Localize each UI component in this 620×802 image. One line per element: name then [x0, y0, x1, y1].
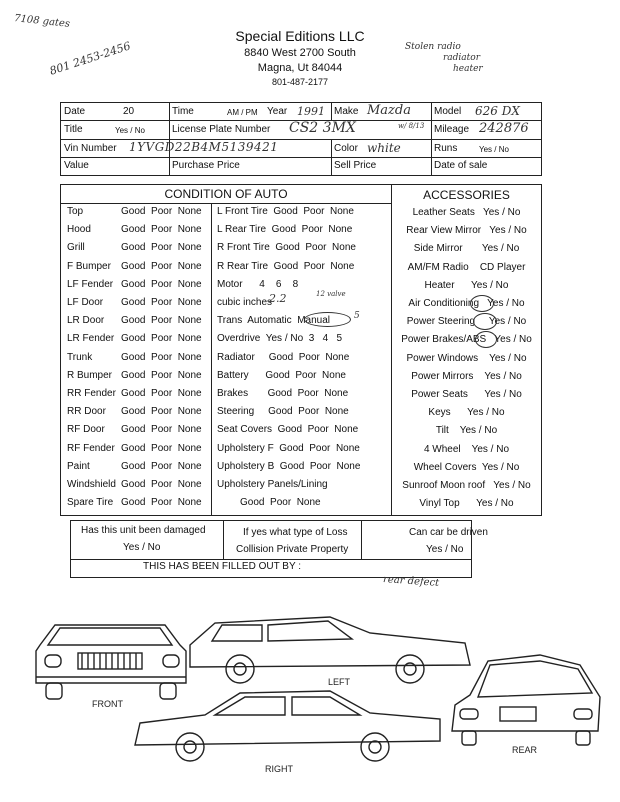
- car-damage-diagram: [0, 585, 620, 802]
- company-address-line1: 8840 West 2700 South: [244, 47, 356, 59]
- accessory-row: [392, 421, 541, 439]
- condition-rating-options: Good Poor None: [121, 369, 202, 381]
- condition-row: [61, 312, 211, 330]
- accessory-label: Power Brakes/ABS Yes / No: [401, 334, 532, 346]
- condition-part-label: Trunk: [67, 351, 93, 363]
- company-header: [200, 28, 400, 87]
- condition-rating-options: Good Poor None: [121, 497, 202, 509]
- damaged-question: Has this unit been damaged: [81, 525, 206, 536]
- mileage-value: 242876: [479, 121, 529, 136]
- condition-mid-row: [212, 312, 391, 330]
- condition-rating-options: Good Poor None: [121, 224, 202, 236]
- accessory-row: [392, 440, 541, 458]
- condition-mid-row: [212, 403, 391, 421]
- am-pm: AM / PM: [227, 108, 258, 117]
- model-label: Model: [434, 106, 462, 117]
- condition-mid-column: [212, 203, 391, 515]
- driven-yes-no: Yes / No: [426, 544, 464, 555]
- condition-rating-options: Good Poor None: [121, 297, 202, 308]
- note-line: heater: [453, 64, 483, 74]
- rear-label: REAR: [512, 745, 538, 755]
- condition-row: [61, 494, 211, 512]
- condition-part-label: F Bumper: [67, 260, 111, 272]
- accessory-label: Tilt Yes / No: [435, 425, 498, 437]
- condition-row: [61, 330, 211, 348]
- accessory-label: Power Seats Yes / No: [411, 389, 522, 400]
- manual-selection-circle: [304, 312, 351, 327]
- runs-label: Runs: [434, 143, 458, 154]
- vin-label: Vin Number: [64, 143, 117, 154]
- rear-view-car: [452, 655, 600, 745]
- condition-row: [61, 276, 211, 294]
- condition-mid-label: Upholstery F Good Poor None: [217, 442, 360, 454]
- condition-part-label: LF Fender: [67, 278, 114, 290]
- condition-part-label: Top: [67, 206, 84, 217]
- condition-rating-options: Good Poor None: [121, 388, 202, 399]
- front-view-car: [36, 625, 186, 699]
- ac-yes-circle: [470, 295, 494, 312]
- condition-mid-label: Steering Good Poor None: [217, 406, 349, 418]
- damaged-yes-no: Yes / No: [123, 542, 161, 553]
- condition-mid-row: [212, 349, 391, 367]
- front-label: FRONT: [92, 699, 123, 709]
- condition-rating-options: Good Poor None: [121, 278, 202, 290]
- condition-rating-options: Good Poor None: [121, 460, 202, 472]
- date-value: 20: [123, 106, 135, 117]
- accessory-label: Air Conditioning Yes / No: [408, 298, 525, 309]
- accessory-row: [392, 203, 541, 221]
- handwritten-notes-right: [405, 42, 483, 75]
- color-label: Color: [334, 143, 358, 154]
- condition-part-label: Hood: [67, 224, 91, 236]
- condition-rating-options: Good Poor None: [121, 206, 202, 217]
- accessory-label: AM/FM Radio CD Player: [407, 261, 526, 273]
- accessory-row: [392, 276, 541, 294]
- condition-mid-row: [212, 385, 391, 403]
- accessory-label: Side Mirror Yes / No: [413, 243, 520, 255]
- plate-note: w/ 8/13: [398, 122, 425, 130]
- condition-part-label: RF Fender: [67, 442, 115, 454]
- condition-mid-row: [212, 276, 391, 294]
- condition-mid-label: Seat Covers Good Poor None: [217, 424, 359, 436]
- condition-part-label: Spare Tire: [67, 497, 114, 509]
- condition-row: [61, 258, 211, 276]
- company-phone: 801-487-2177: [271, 77, 329, 87]
- accessory-row: [392, 258, 541, 276]
- condition-mid-label: Brakes Good Poor None: [217, 388, 349, 399]
- condition-row: [61, 367, 211, 385]
- condition-rating-options: Good Poor None: [121, 315, 202, 327]
- accessory-row: [392, 403, 541, 421]
- condition-part-label: LF Door: [67, 297, 104, 308]
- condition-rating-options: Good Poor None: [121, 260, 202, 272]
- condition-row: [61, 239, 211, 257]
- company-name: Special Editions LLC: [235, 28, 365, 44]
- condition-mid-row: [212, 294, 391, 312]
- condition-part-label: RR Fender: [67, 388, 116, 399]
- condition-part-label: Grill: [67, 242, 85, 254]
- power-steering-yes-circle: [473, 313, 497, 330]
- condition-part-label: R Bumper: [67, 369, 113, 381]
- condition-rating-options: Good Poor None: [121, 351, 202, 363]
- condition-rating-options: Good Poor None: [121, 242, 202, 254]
- accessory-label: 4 Wheel Yes / No: [423, 443, 510, 455]
- condition-mid-row: [212, 258, 391, 276]
- accessory-row: [392, 458, 541, 476]
- plate-label: License Plate Number: [172, 124, 271, 135]
- condition-mid-label: R Rear Tire Good Poor None: [217, 260, 355, 272]
- accessory-row: [392, 349, 541, 367]
- left-label: LEFT: [328, 677, 351, 687]
- accessory-label: Power Steering Yes / No: [406, 316, 527, 328]
- condition-rating-options: Good Poor None: [121, 406, 202, 418]
- manual-note: 5: [354, 311, 360, 321]
- condition-part-label: Paint: [67, 460, 90, 472]
- accessory-label: Leather Seats Yes / No: [412, 207, 521, 218]
- loss-type-options: Collision Private Property: [236, 544, 349, 555]
- accessory-row: [392, 312, 541, 330]
- filled-out-by: THIS HAS BEEN FILLED OUT BY :: [143, 561, 302, 572]
- accessory-label: Power Mirrors Yes / No: [411, 370, 522, 382]
- accessory-row: [392, 330, 541, 348]
- accessories-column: [392, 203, 541, 515]
- condition-left-column: [61, 203, 211, 515]
- accessory-row: [392, 367, 541, 385]
- condition-mid-label: L Rear Tire Good Poor None: [217, 224, 353, 236]
- purchase-price-label: Purchase Price: [172, 160, 240, 171]
- condition-row: [61, 203, 211, 221]
- condition-mid-row: [212, 440, 391, 458]
- condition-mid-label: Motor 4 6 8: [217, 278, 299, 290]
- condition-mid-row: [212, 330, 391, 348]
- condition-part-label: LR Door: [67, 315, 105, 327]
- condition-part-label: Windshield: [67, 479, 116, 490]
- condition-mid-row: [212, 239, 391, 257]
- condition-row: [61, 440, 211, 458]
- condition-mid-row: [212, 421, 391, 439]
- cubic-inches-note: 12 valve: [316, 290, 346, 298]
- condition-part-label: RR Door: [67, 406, 106, 418]
- cubic-inches-value: 2.2: [269, 292, 287, 305]
- condition-row: [61, 294, 211, 312]
- accessory-label: Heater Yes / No: [424, 279, 509, 291]
- condition-rating-options: Good Poor None: [121, 479, 202, 490]
- condition-title: CONDITION OF AUTO: [164, 187, 288, 201]
- condition-rating-options: Good Poor None: [121, 442, 202, 454]
- condition-rating-options: Good Poor None: [121, 424, 202, 436]
- make-label: Make: [334, 106, 359, 117]
- condition-mid-row: [212, 367, 391, 385]
- plate-value: CS2 3MX: [289, 120, 356, 136]
- mileage-label: Mileage: [434, 124, 470, 135]
- year-value: 1991: [297, 105, 325, 118]
- condition-row: [61, 458, 211, 476]
- accessories-title: ACCESSORIES: [423, 188, 510, 202]
- make-value: Mazda: [367, 103, 411, 118]
- condition-mid-row: [212, 203, 391, 221]
- date-of-sale-label: Date of sale: [434, 160, 488, 171]
- title-label: Title: [64, 124, 83, 135]
- note-line: Stolen radio: [405, 42, 461, 52]
- date-label: Date: [64, 106, 86, 117]
- note-line: radiator: [443, 53, 481, 63]
- condition-rating-options: Good Poor None: [121, 333, 202, 345]
- loss-type-question: If yes what type of Loss: [243, 527, 348, 538]
- right-label: RIGHT: [265, 764, 293, 774]
- accessory-label: Rear View Mirror Yes / No: [406, 225, 527, 237]
- condition-row: [61, 476, 211, 494]
- accessory-label: Keys Yes / No: [428, 407, 505, 419]
- accessory-row: [392, 476, 541, 494]
- condition-mid-label: Upholstery B Good Poor None: [217, 460, 361, 472]
- accessory-label: Sunroof Moon roof Yes / No: [402, 480, 531, 491]
- condition-mid-label: Radiator Good Poor None: [217, 351, 350, 363]
- condition-part-label: LR Fender: [67, 333, 115, 345]
- condition-mid-row: [212, 458, 391, 476]
- handwritten-phone: 801 2453-2456: [48, 39, 133, 78]
- condition-mid-label: L Front Tire Good Poor None: [217, 206, 354, 217]
- power-brakes-yes-circle: [475, 331, 497, 348]
- vin-value: 1YVGD22B4M5139421: [129, 140, 279, 154]
- driven-question: Can car be driven: [409, 527, 488, 538]
- company-address-line2: Magna, Ut 84044: [257, 62, 343, 74]
- condition-row: [61, 403, 211, 421]
- condition-row: [61, 221, 211, 239]
- accessory-label: Power Windows Yes / No: [406, 352, 527, 364]
- left-view-car: [190, 617, 470, 683]
- condition-mid-row: [212, 476, 391, 494]
- right-view-car: [135, 691, 440, 761]
- accessory-row: [392, 294, 541, 312]
- condition-mid-label: cubic inches: [217, 297, 273, 308]
- condition-mid-label: R Front Tire Good Poor None: [217, 242, 356, 254]
- rear-defect-note: rear defect: [382, 574, 440, 589]
- accessory-row: [392, 494, 541, 512]
- condition-mid-label: Upholstery Panels/Lining: [217, 479, 328, 490]
- condition-mid-label: Battery Good Poor None: [217, 369, 346, 381]
- accessory-row: [392, 221, 541, 239]
- damage-table: [70, 520, 488, 578]
- title-yes-no: Yes / No: [115, 126, 145, 135]
- condition-table: [60, 184, 542, 516]
- time-label: Time: [172, 106, 194, 117]
- accessory-label: Wheel Covers Yes / No: [413, 461, 520, 473]
- accessory-label: Vinyl Top Yes / No: [419, 498, 514, 510]
- accessory-row: [392, 239, 541, 257]
- accessory-row: [392, 385, 541, 403]
- year-label: Year: [267, 106, 288, 117]
- condition-row: [61, 385, 211, 403]
- condition-mid-row: [212, 221, 391, 239]
- condition-part-label: RF Door: [67, 424, 105, 436]
- condition-mid-label: Good Poor None: [240, 497, 321, 509]
- color-value: white: [367, 141, 401, 155]
- condition-row: [61, 349, 211, 367]
- handwritten-note-gates: 7108 gates: [13, 13, 71, 30]
- runs-yes-no: Yes / No: [479, 145, 509, 154]
- condition-row: [61, 421, 211, 439]
- vehicle-info-table: [60, 102, 542, 176]
- value-label: Value: [64, 160, 89, 171]
- sell-price-label: Sell Price: [334, 160, 377, 171]
- model-value: 626 DX: [475, 104, 520, 118]
- condition-mid-label: Overdrive Yes / No 3 4 5: [217, 333, 343, 345]
- condition-mid-label: Trans Automatic Manual: [217, 315, 331, 327]
- condition-mid-row: [212, 494, 391, 512]
